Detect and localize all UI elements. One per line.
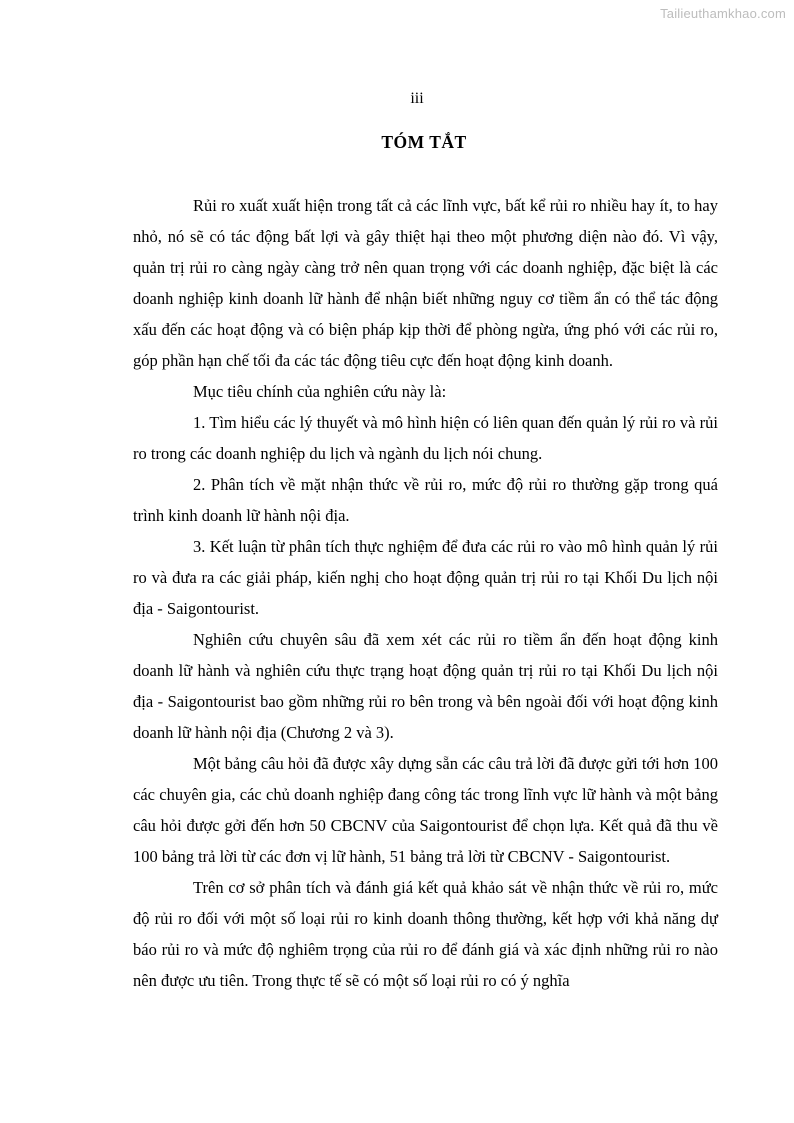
paragraph-intro: Rủi ro xuất xuất hiện trong tất cả các lĩnh vực, bất kể rủi ro nhiều hay ít, to hay nhỏ, nó sẽ có tác động bất lợi và gây thiệt hại theo một phương diện nào đó. Vì vậy, quản trị rủi ro càng ngày càng trở nên quan trọng với các doanh nghiệp, đặc biệt là các doanh nghiệp kinh doanh lữ hành để nhận biết những nguy cơ tiềm ẩn có thể tác động xấu đến các hoạt động và có biện pháp kịp thời để phòng ngừa, ứng phó với các rủi ro, góp phần hạn chế tối đa các tác động tiêu cực đến hoạt động kinh doanh.: [133, 196, 718, 370]
page-number: iii: [410, 90, 424, 107]
paragraph-objective-2: 2. Phân tích về mặt nhận thức về rủi ro, mức độ rủi ro thường gặp trong quá trình kinh doanh lữ hành nội địa.: [133, 475, 718, 525]
page-title: TÓM TẮT: [381, 132, 467, 152]
paragraph-objective-1: 1. Tìm hiểu các lý thuyết và mô hình hiện có liên quan đến quản lý rủi ro và rủi ro trong các doanh nghiệp du lịch và ngành du lịch nói chung.: [133, 413, 718, 463]
paragraph-analysis: Trên cơ sở phân tích và đánh giá kết quả khảo sát về nhận thức về rủi ro, mức độ rủi ro đối với một số loại rủi ro kinh doanh thông thường, kết hợp với khả năng dự báo rủi ro và mức độ nghiêm trọng của rủi ro để đánh giá và xác định những rủi ro nào nên được ưu tiên. Trong thực tế sẽ có một số loại rủi ro có ý nghĩa: [133, 878, 718, 990]
paragraph-objectives-heading: Mục tiêu chính của nghiên cứu này là:: [193, 382, 447, 401]
paragraph-research: Nghiên cứu chuyên sâu đã xem xét các rủi ro tiềm ẩn đến hoạt động kinh doanh lữ hành và nghiên cứu thực trạng hoạt động quản trị rủi ro tại Khối Du lịch nội địa - Saigontourist bao gồm những rủi ro bên trong và bên ngoài đối với hoạt động kinh doanh lữ hành nội địa (Chương 2 và 3).: [133, 630, 718, 742]
paragraph-objective-3: 3. Kết luận từ phân tích thực nghiệm để đưa các rủi ro vào mô hình quản lý rủi ro và đưa ra các giải pháp, kiến nghị cho hoạt động quản trị rủi ro tại Khối Du lịch nội địa - Saigontourist.: [133, 537, 718, 618]
watermark-text: Tailieuthamkhao.com: [660, 6, 786, 21]
body-text: [133, 190, 718, 996]
paragraph-survey: Một bảng câu hỏi đã được xây dựng sẵn các câu trả lời đã được gửi tới hơn 100 các chuyên gia, các chủ doanh nghiệp đang công tác trong lĩnh vực lữ hành và một bảng câu hỏi được gởi đến hơn 50 CBCNV của Saigontourist để chọn lựa. Kết quả đã thu về 100 bảng trả lời từ các đơn vị lữ hành, 51 bảng trả lời từ CBCNV - Saigontourist.: [133, 754, 718, 866]
